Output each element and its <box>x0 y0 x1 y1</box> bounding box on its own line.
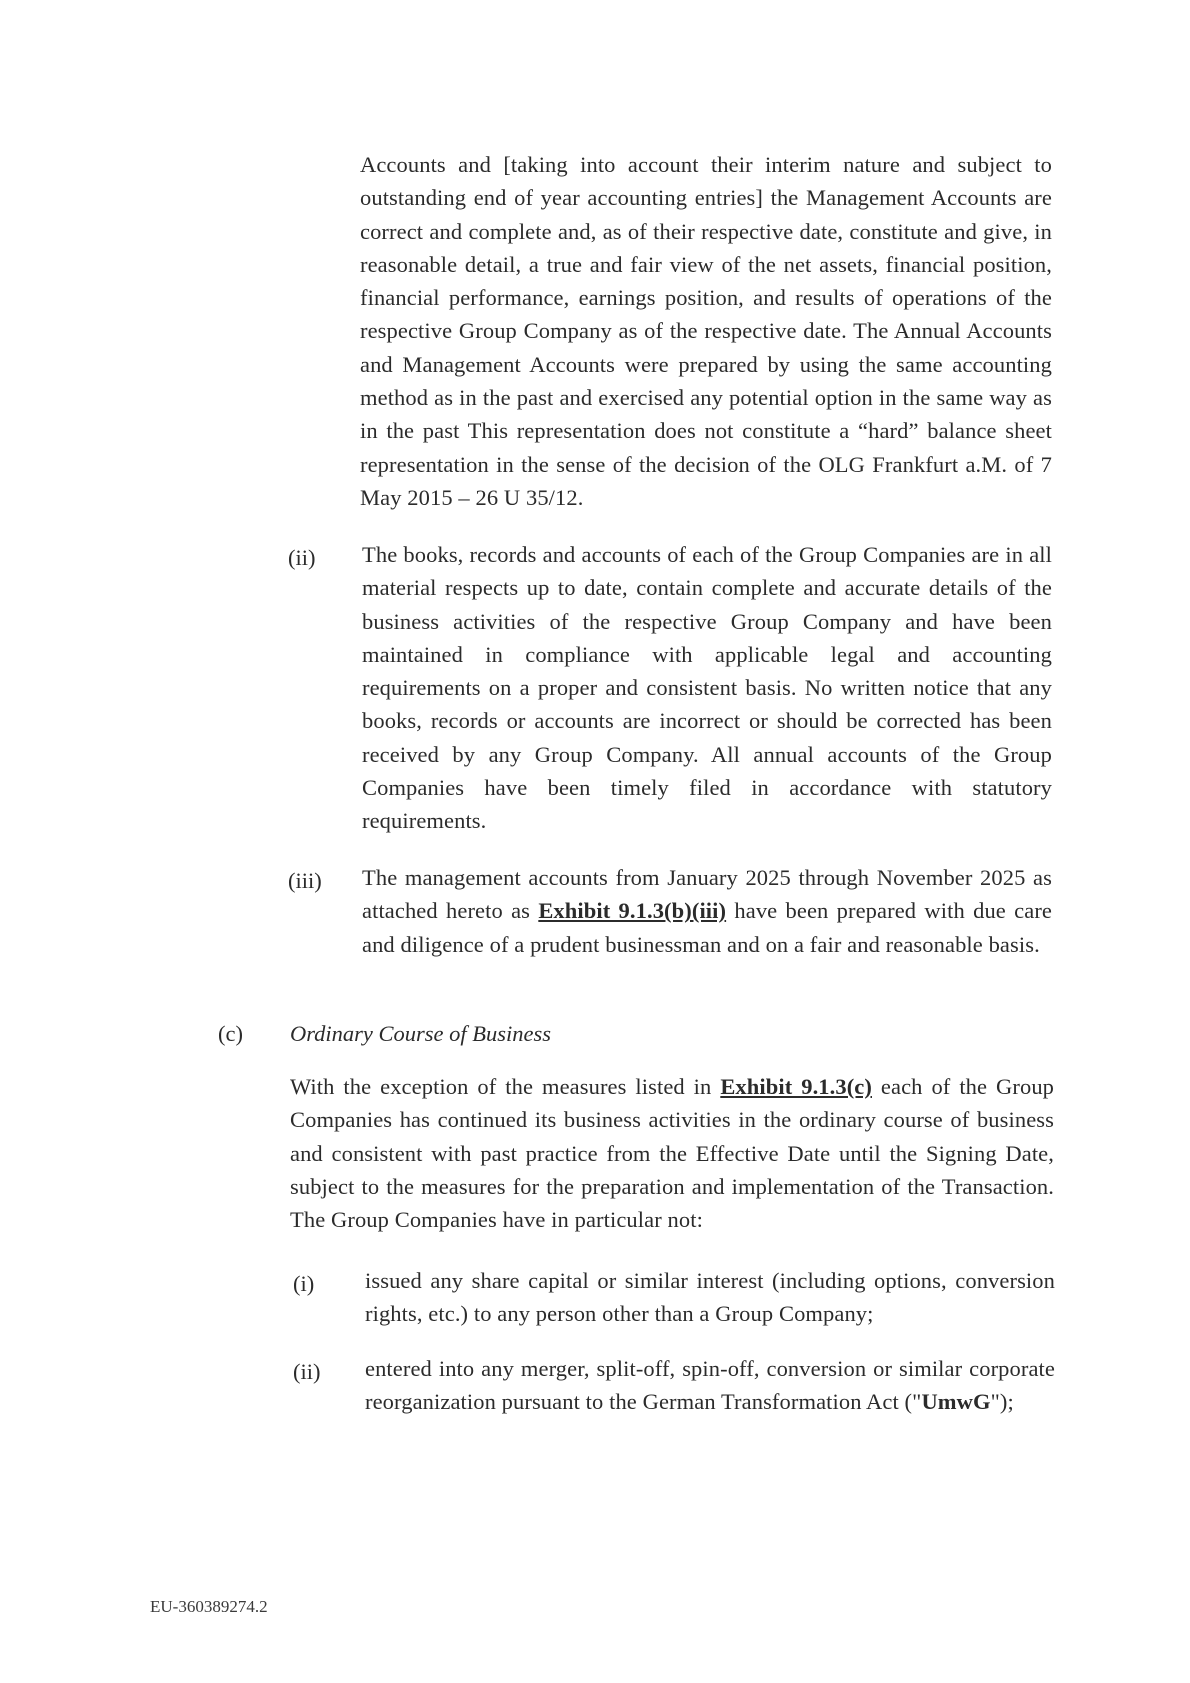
section-c-label: (c) <box>218 1021 243 1046</box>
paragraph-c-ii-label: (ii) <box>293 1359 321 1384</box>
paragraph-c-ii <box>365 1352 1055 1419</box>
paragraph-c-i: issued any share capital or similar interest (including options, conversion rights, etc.) to any person other than a Group Company; <box>365 1268 1055 1327</box>
section-c-heading: Ordinary Course of Business <box>290 1021 552 1046</box>
paragraph-b-iii-text-after: have been prepared with due care and diligence of a prudent businessman and on a fair and reasonable basis. <box>362 898 1052 957</box>
paragraph-b-iii <box>362 861 1052 961</box>
exhibit-9-1-3-c-reference: Exhibit 9.1.3(c) <box>720 1074 872 1099</box>
section-c-intro <box>290 1070 1054 1236</box>
paragraph-b-iii-label: (iii) <box>288 868 322 893</box>
exhibit-9-1-3-b-iii-reference: Exhibit 9.1.3(b)(iii) <box>538 898 727 924</box>
paragraph-b-ii-label: (ii) <box>288 545 316 570</box>
umwg-defined-term: UmwG <box>921 1389 991 1415</box>
paragraph-c-ii-text-after: "); <box>990 1389 1014 1415</box>
paragraph-b-iii-text-before: The management accounts from January 2025 through November 2025 as attached hereto as <box>362 865 1052 924</box>
paragraph-c-i-label: (i) <box>293 1271 315 1296</box>
paragraph-c-ii-text-before: entered into any merger, split-off, spin-off, conversion or similar corporate reorganization pursuant to the German Transformation Act (" <box>365 1356 1055 1415</box>
section-c-intro-before: With the exception of the measures listed in <box>290 1074 721 1099</box>
paragraph-b-i-continuation: Accounts and [taking into account their interim nature and subject to outstanding end of year accounting entries] the Management Accounts are correct and complete and, as of their respective date, constitute and give, in reasonable detail, a true and fair view of the net assets, financial position, financial performance, earnings position, and results of operations of the respective Group Company as of the respective date. The Annual Accounts and Management Accounts were prepared by using the same accounting method as in the past and exercised any potential option in the same way as in the past This representation does not constitute a “hard” balance sheet representation in the sense of the decision of the OLG Frankfurt a.M. of 7 May 2015 – 26 U 35/12. <box>360 152 1052 510</box>
section-c-intro-after: each of the Group Companies has continued its business activities in the ordinary course of business and consistent with past practice from the Effective Date until the Signing Date, subject to the measures for the preparation and implementation of the Transaction. The Group Companies have in particular not: <box>290 1074 1055 1233</box>
document-id-footer: EU-360389274.2 <box>150 1597 268 1616</box>
paragraph-b-ii: The books, records and accounts of each of the Group Companies are in all material respects up to date, contain complete and accurate details of the business activities of the respective Group Company and have been maintained in compliance with applicable legal and accounting requirements on a proper and consistent basis. No written notice that any books, records or accounts are incorrect or should be corrected has been received by any Group Company. All annual accounts of the Group Companies have been timely filed in accordance with statutory requirements. <box>362 542 1052 834</box>
